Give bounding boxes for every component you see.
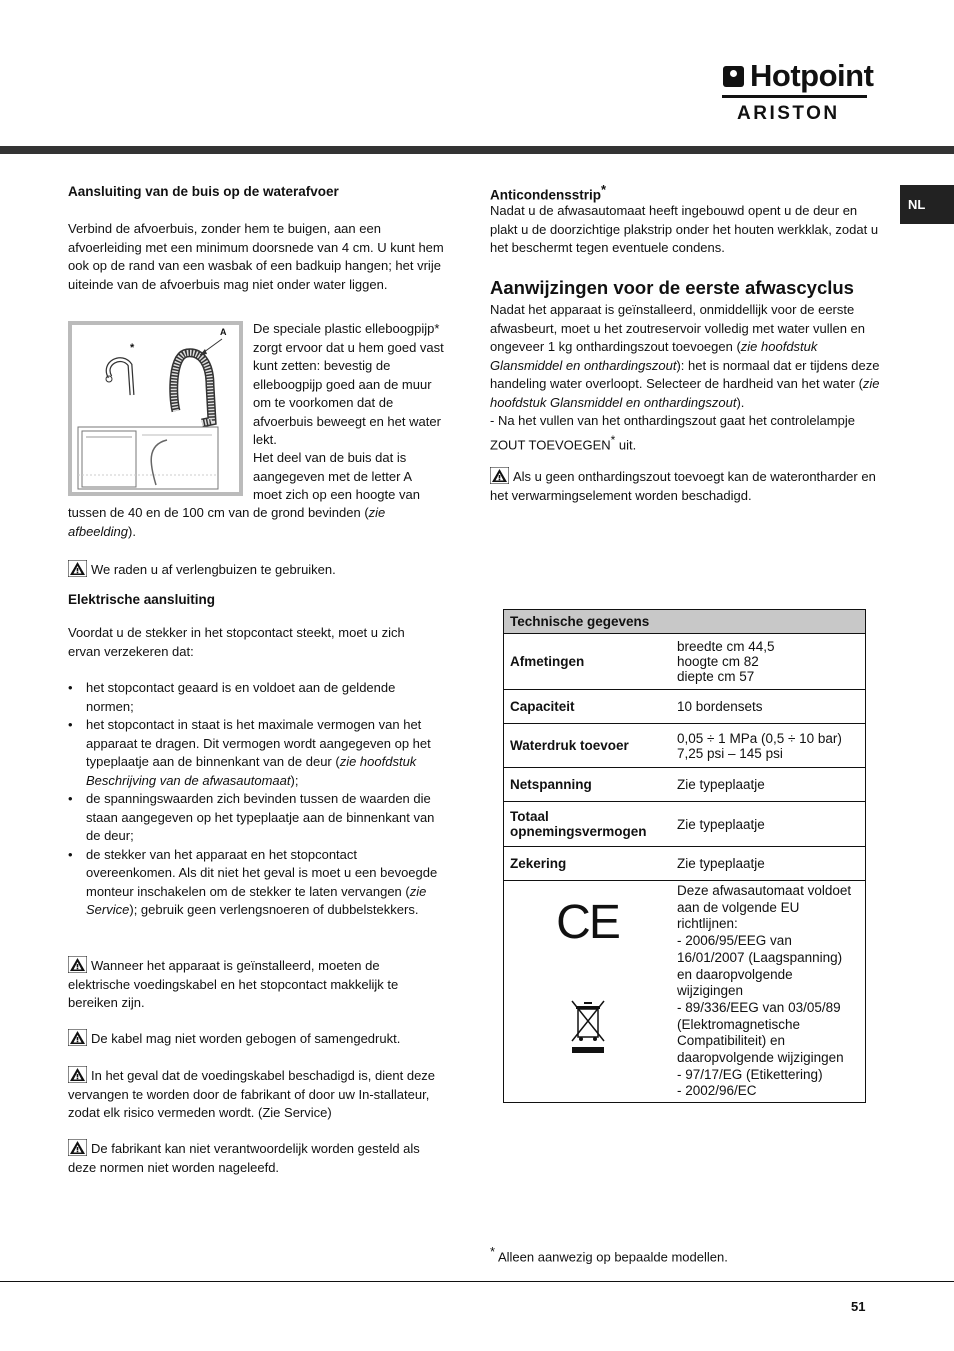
drain-title: Aansluiting van de buis op de waterafvoer — [68, 184, 339, 199]
list-item: • de stekker van het apparaat en het stopcontact overeenkomen. Als dit niet het geval is moet u een bevoegde monteur inschakelen om de stekker te laten vervangen (zie Service); gebruik geen verlengsnoeren of dubbelstekkers. — [68, 846, 443, 920]
warning-icon — [68, 560, 87, 577]
list-item: • de spanningswaarden zich bevinden tussen de waarden die staan aangegeven op het typeplaatje aan de binnenkant van de deur; — [68, 790, 443, 846]
anticondens-title: Anticondensstrip* — [490, 182, 607, 203]
height-text-continued: tussen de 40 en de 100 cm van de grond bevinden (zie afbeelding). — [68, 505, 386, 539]
table-row: Netspanning Zie typeplaatje — [504, 768, 865, 802]
page-number: 51 — [851, 1299, 866, 1314]
drain-hose-illustration — [72, 325, 239, 492]
ce-mark: CE — [556, 896, 619, 949]
brand-rule — [722, 95, 867, 98]
warning-cable-bend: De kabel mag niet worden gebogen of samengedrukt. — [68, 1029, 448, 1049]
drain-figure — [68, 321, 243, 496]
anticondens-text: Nadat u de afwasautomaat heeft ingebouwd opent u de deur en plakt u de doorzichtige plakstrip onder het houten werkklak, zodat u het beschermt tegen eventuele condens. — [490, 203, 879, 255]
warning-icon — [68, 956, 87, 973]
language-tab: NL — [900, 185, 954, 224]
brand-logo — [722, 58, 874, 126]
footer-rule — [0, 1281, 954, 1282]
elbow-text: De speciale plastic elleboogpijp* zorgt ervoor dat u hem goed vast kunt zetten: bevestig de elleboogpijp goed aan de muur om te voorkomen dat de afvoerbuis beweegt en het water lekt. — [253, 321, 444, 447]
warning-extension: We raden u af verlengbuizen te gebruiken. — [68, 560, 448, 580]
first-cycle-text: Nadat het apparaat is geïnstalleerd, onmiddellijk voor de eerste afwasbeurt, moet u het zoutreservoir volledig met water vullen en ongeveer 1 kg onthardingszout toevoegen (zie hoofdstuk Glansmiddel en onthardingszout): het is normaal dat er tijdens deze handeling water overloopt. Selecteer de hardheid van het water (zie hoofdstuk Glansmiddel en onthardingszout). - Na het vullen van het onthardingszout gaat het controlelampje ZOUT TOEVOEGEN* uit. — [490, 302, 880, 452]
height-text: Het deel van de buis dat is aangegeven met de letter A moet zich op een hoogte van — [253, 450, 420, 502]
table-header-row — [504, 610, 865, 634]
list-item: • het stopcontact geaard is en voldoet aan de geldende normen; — [68, 679, 443, 716]
table-row: Afmetingen breedte cm 44,5 hoogte cm 82 diepte cm 57 — [504, 634, 865, 690]
figure-label-star: * — [130, 342, 135, 354]
table-row-compliance — [504, 881, 865, 1103]
table-title: Technische gegevens — [504, 610, 865, 634]
warning-icon — [68, 1139, 87, 1156]
table-row: Zekering Zie typeplaatje — [504, 847, 865, 881]
brand-sub: ARISTON — [737, 103, 840, 124]
weee-bin-icon — [568, 999, 608, 1057]
electrical-title: Elektrische aansluiting — [68, 592, 216, 607]
footnote: * Alleen aanwezig op bepaalde modellen. — [490, 1244, 728, 1265]
tech-table — [503, 609, 866, 1103]
figure-label-a: A — [220, 327, 227, 337]
brand-square-icon — [723, 66, 744, 87]
compliance-text: Deze afwasautomaat voldoet aan de volgende EU richtlijnen: - 2006/95/EEG van 16/01/2007 (Laagspanning) en daaropvolgende wijzigingen - 89/336/EEG van 03/05/89 (Elektromagnetische Compatibiliteit) en daaropvolgende wijzigingen - 97/17/EG (Etikettering) - 2002/96/EC — [671, 881, 865, 1103]
list-item: • het stopcontact in staat is het maximale vermogen van het apparaat te dragen. Dit vermogen wordt aangegeven op het typeplaatje aan de binnenkant van de deur (zie hoofdstuk Beschrijving van de afwasautomaat); — [68, 716, 443, 790]
table-row: Totaal opnemingsvermogen Zie typeplaatje — [504, 802, 865, 847]
first-cycle-title: Aanwijzingen voor de eerste afwascyclus — [490, 277, 854, 298]
drain-text: Verbind de afvoerbuis, zonder hem te buigen, aan een afvoerleiding met een minimum doorsnede van 4 cm. U kunt hem ook op de rand van een wasbak of een badkuip hangen; het vrije uiteinde van de afvoerbuis mag niet onder water liggen. — [68, 221, 444, 292]
electrical-intro: Voordat u de stekker in het stopcontact steekt, moet u zich ervan verzekeren dat: — [68, 625, 405, 659]
brand-name: Hotpoint — [750, 58, 874, 93]
header-bar — [0, 146, 954, 154]
warning-accessible: Wanneer het apparaat is geïnstalleerd, moeten de elektrische voedingskabel en het stopcontact makkelijk te bereiken zijn. — [68, 958, 399, 1010]
table-row: Waterdruk toevoer 0,05 ÷ 1 MPa (0,5 ÷ 10 bar) 7,25 psi – 145 psi — [504, 724, 865, 768]
warning-salt: Als u geen onthardingszout toevoegt kan de waterontharder en het verwarmingselement worden beschadigd. — [490, 469, 876, 503]
electrical-checklist — [68, 679, 443, 920]
warning-manufacturer: De fabrikant kan niet verantwoordelijk worden gesteld als deze normen niet worden nageleefd. — [68, 1141, 420, 1175]
warning-icon — [68, 1066, 87, 1083]
warning-cable-damaged: In het geval dat de voedingskabel beschadigd is, dient deze vervangen te worden door de fabrikant of door uw In-stallateur, zodat elk risico vermeden wordt. (Zie Service) — [68, 1068, 436, 1120]
table-row: Capaciteit 10 bordensets — [504, 690, 865, 724]
warning-icon — [68, 1029, 87, 1046]
warning-icon — [490, 467, 509, 484]
